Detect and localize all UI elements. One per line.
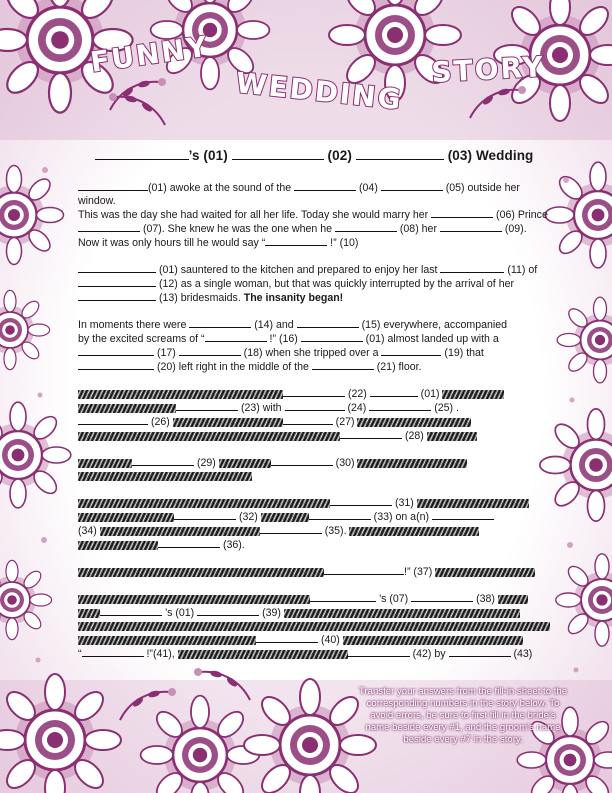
story-paragraph — [78, 387, 550, 443]
story-text: (25) . — [431, 402, 459, 414]
story-text: ’s (07) — [376, 593, 412, 605]
story-text: (23) with — [238, 402, 285, 414]
scrambled-text — [343, 636, 523, 645]
story-text: Now it was only hours till he would say “ — [78, 237, 266, 249]
heading-part: (03) Wedding — [447, 148, 534, 163]
fill-blank[interactable] — [340, 429, 402, 439]
fill-blank[interactable] — [78, 263, 156, 273]
story-text: (01) sauntered to the kitchen and prepared to enjoy her last — [156, 264, 441, 276]
story-text: (12) as a single woman, but that was quickly interrupted by the arrival of her — [156, 278, 515, 290]
story-text: (01) awoke at the sound of the — [148, 182, 295, 194]
story-paragraph — [78, 263, 550, 305]
fill-blank[interactable] — [158, 538, 220, 548]
fill-blank[interactable] — [309, 510, 371, 520]
fill-blank[interactable] — [310, 592, 376, 602]
fill-blank[interactable] — [82, 647, 144, 657]
fill-blank[interactable] — [179, 346, 241, 356]
fill-blank[interactable] — [440, 263, 504, 273]
story-text: (30) — [332, 457, 358, 469]
fill-blank[interactable] — [232, 150, 324, 160]
fill-blank[interactable] — [78, 222, 140, 232]
fill-blank[interactable] — [132, 456, 194, 466]
story-text: (17) — [154, 347, 179, 359]
scrambled-text — [78, 609, 100, 618]
story-text: (13) bridesmaids. — [156, 292, 244, 304]
fill-blank[interactable] — [283, 387, 345, 397]
story-text: (06) Prince — [493, 209, 548, 221]
story-text: (28) — [402, 430, 427, 442]
scrambled-text — [78, 636, 256, 645]
story-text: (33) on a(n) — [370, 511, 432, 523]
story-text: (01) almost landed up with a — [362, 333, 499, 345]
story-text: (18) when she tripped over a — [240, 347, 382, 359]
story-text: (38) — [473, 593, 498, 605]
fill-blank[interactable] — [330, 496, 392, 506]
story-text: (15) everywhere, accompanied — [358, 319, 508, 331]
scrambled-text — [417, 499, 529, 508]
story-text: (29) — [194, 457, 219, 469]
story-paragraph — [78, 565, 550, 579]
fill-blank[interactable] — [312, 360, 374, 370]
scrambled-text — [78, 390, 283, 399]
story-paragraph — [78, 592, 550, 661]
fill-blank[interactable] — [285, 401, 345, 411]
title-word-funny: FUNNY — [88, 29, 211, 79]
story-text: (26) — [148, 416, 173, 428]
story-text: (07). She knew he was the one when he — [140, 223, 335, 235]
fill-blank[interactable] — [205, 332, 267, 342]
scrambled-text — [78, 595, 310, 604]
story-text: !” (16) — [266, 333, 301, 345]
story-text: (09). — [501, 223, 527, 235]
heading-part: ’s (01) — [188, 148, 228, 163]
scrambled-text — [349, 527, 479, 536]
story-text: (43) — [510, 648, 533, 660]
fill-blank[interactable] — [283, 415, 333, 425]
fill-blank[interactable] — [432, 510, 494, 520]
page-title — [0, 0, 612, 140]
fill-blank[interactable] — [100, 606, 162, 616]
scrambled-text — [78, 568, 324, 577]
story-text: (31) — [392, 497, 417, 509]
story-text: !” (37) — [404, 566, 436, 578]
scrambled-text — [435, 568, 535, 577]
emphasis-text: The insanity began! — [243, 292, 344, 304]
story-text: (01) — [417, 388, 443, 400]
story-heading — [78, 148, 550, 163]
title-word-story: STORY — [430, 50, 546, 89]
scrambled-text — [357, 459, 467, 468]
story-text: (40) — [318, 634, 343, 646]
fill-blank[interactable] — [431, 208, 493, 218]
story-text: (08) her — [396, 223, 440, 235]
fill-blank[interactable] — [78, 360, 154, 370]
story-text: “ — [78, 648, 82, 660]
scrambled-text — [78, 472, 252, 481]
fill-blank[interactable] — [449, 647, 511, 657]
story-text: (32) — [236, 511, 261, 523]
fill-blank[interactable] — [369, 401, 431, 411]
scrambled-text — [78, 622, 550, 631]
fill-blank[interactable] — [370, 387, 418, 397]
scrambled-text — [100, 527, 260, 536]
fill-blank[interactable] — [78, 415, 148, 425]
fill-blank[interactable] — [440, 222, 502, 232]
fill-blank[interactable] — [381, 346, 441, 356]
scrambled-text — [173, 418, 283, 427]
story-text: (11) of — [504, 264, 538, 276]
scrambled-text — [427, 432, 477, 441]
fill-blank[interactable] — [78, 346, 154, 356]
story-text: by the excited screams of “ — [78, 333, 205, 345]
fill-blank[interactable] — [174, 510, 236, 520]
instructions-text: Transfer your answers from the fill-in sheet to the corresponding numbers in the story below. To avoid errors, be sure to first fill in the bride’s name beside every #1, and the groom’s name beside every #7 in the story. — [358, 686, 568, 745]
fill-blank[interactable] — [301, 332, 363, 342]
story-text: (04) — [356, 182, 381, 194]
story-text: !” (10) — [327, 237, 359, 249]
scrambled-text — [498, 595, 528, 604]
story-text: (19) that — [441, 347, 484, 359]
scrambled-text — [357, 418, 471, 427]
fill-blank[interactable] — [271, 456, 333, 466]
story-paragraph — [78, 181, 550, 250]
story-text: (05) outside her window. — [78, 182, 520, 207]
fill-blank[interactable] — [260, 524, 322, 534]
scrambled-text — [78, 513, 174, 522]
scrambled-text — [78, 459, 132, 468]
story-text: ’s (01) — [162, 607, 198, 619]
scrambled-text — [78, 499, 330, 508]
story-text: (36). — [220, 539, 245, 551]
story-text: (35). — [321, 525, 350, 537]
story-text: This was the day she had waited for all her life. Today she would marry her — [78, 209, 432, 221]
scrambled-text — [78, 541, 158, 550]
scrambled-text — [442, 390, 504, 399]
story-text: (24) — [344, 402, 370, 414]
story-paragraph — [78, 496, 550, 552]
story-text: (42) by — [409, 648, 449, 660]
story-text: (21) floor. — [373, 361, 422, 373]
fill-blank[interactable] — [176, 401, 238, 411]
story-text: !”(41), — [143, 648, 178, 660]
story-text: (27) — [332, 416, 358, 428]
fill-blank[interactable] — [381, 181, 443, 191]
story-paragraphs — [78, 181, 550, 661]
scrambled-text — [78, 404, 176, 413]
scrambled-text — [261, 513, 309, 522]
story-text: (39) — [259, 607, 284, 619]
fill-blank[interactable] — [324, 565, 404, 575]
fill-blank[interactable] — [294, 181, 356, 191]
story-paragraph — [78, 456, 550, 483]
scrambled-text — [284, 609, 520, 618]
fill-blank[interactable] — [265, 236, 327, 246]
scrambled-text — [178, 650, 348, 659]
story-content — [78, 148, 550, 674]
story-paragraph — [78, 318, 550, 374]
fill-blank[interactable] — [256, 633, 318, 643]
fill-blank[interactable] — [356, 150, 444, 160]
story-text: (14) and — [251, 319, 297, 331]
fill-blank[interactable] — [335, 222, 397, 232]
story-text: In moments there were — [78, 319, 190, 331]
fill-blank[interactable] — [95, 150, 189, 160]
fill-blank[interactable] — [297, 318, 359, 328]
story-text: (20) left right in the middle of the — [154, 361, 312, 373]
scrambled-text — [78, 432, 340, 441]
fill-blank[interactable] — [189, 318, 251, 328]
fill-blank[interactable] — [78, 277, 156, 287]
fill-blank[interactable] — [78, 291, 156, 301]
story-text: (22) — [345, 388, 370, 400]
heading-part: (02) — [327, 148, 352, 163]
fill-blank[interactable] — [78, 181, 148, 191]
scrambled-text — [219, 459, 271, 468]
fill-blank[interactable] — [411, 592, 473, 602]
title-word-wedding: WEDDING — [234, 66, 405, 117]
fill-blank[interactable] — [348, 647, 410, 657]
story-text: (34) — [78, 525, 100, 537]
fill-blank[interactable] — [197, 606, 259, 616]
